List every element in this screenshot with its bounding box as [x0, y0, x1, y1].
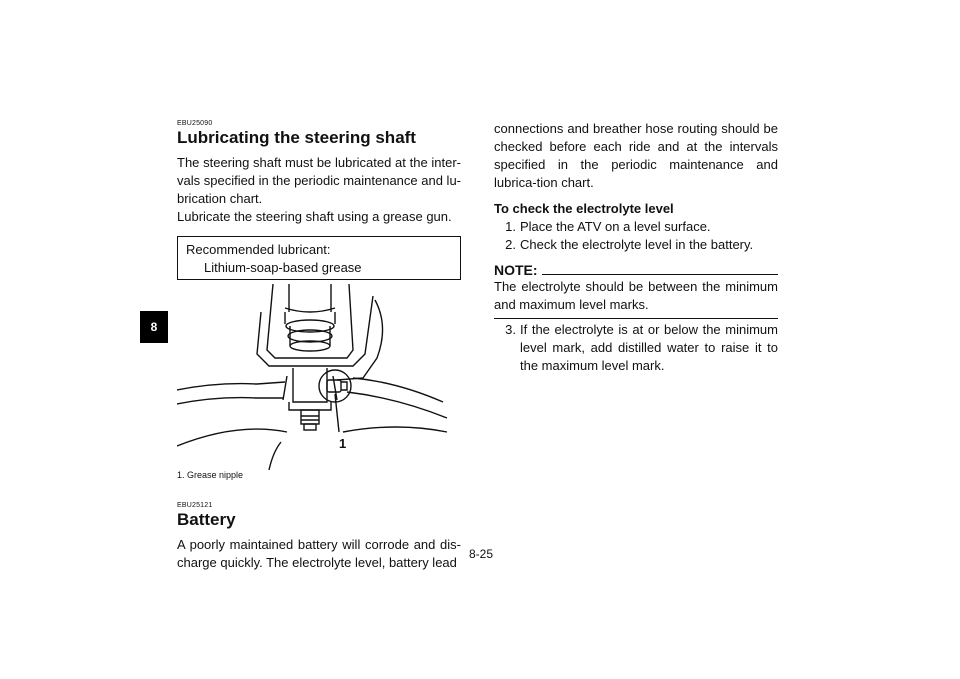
page-number: 8-25	[468, 547, 494, 561]
lubricant-box	[177, 236, 461, 280]
list-item	[494, 236, 778, 254]
section-code: EBU25090	[177, 120, 213, 127]
step-text: Check the electrolyte level in the battery.	[520, 237, 754, 252]
electrolyte-steps	[494, 218, 778, 254]
note-text: The electrolyte should be between the minimum and maximum level marks.	[494, 279, 778, 312]
left-column	[177, 120, 461, 572]
chapter-tab	[140, 311, 168, 343]
step-number: 3.	[505, 322, 516, 337]
list-item	[494, 321, 778, 375]
note-label: NOTE:	[494, 262, 538, 278]
lubricant-label: Recommended lubricant:	[186, 242, 331, 257]
steering-shaft-illustration	[177, 282, 461, 470]
steering-shaft-figure	[177, 282, 461, 470]
note-header	[494, 262, 778, 278]
electrolyte-subhead: To check the electrolyte level	[494, 201, 674, 216]
right-column	[494, 120, 778, 375]
step-text: Place the ATV on a level surface.	[520, 219, 711, 234]
section-code-battery: EBU25121	[177, 502, 213, 509]
list-item	[494, 218, 778, 236]
battery-body-continued: connections and breather hose routing should be checked before each ride and at the intervals specified in the periodic maintenance and lubrica-tion chart.	[494, 121, 778, 190]
section-body: The steering shaft must be lubricated at the inter-vals specified in the periodic maintenance and lu-brication chart.	[177, 155, 462, 206]
step-number: 1.	[505, 219, 516, 234]
step-number: 2.	[505, 237, 516, 252]
step-text: If the electrolyte is at or below the minimum level mark, add distilled water to raise it to the maximum level mark.	[520, 322, 778, 373]
lubricant-value: Lithium-soap-based grease	[204, 260, 362, 275]
figure-caption: 1. Grease nipple	[177, 470, 244, 480]
figure-callout: 1	[339, 436, 347, 451]
section-title: Lubricating the steering shaft	[177, 128, 416, 147]
section-title-battery: Battery	[177, 510, 236, 529]
electrolyte-steps-continued	[494, 321, 778, 375]
chapter-tab-label: 8	[150, 320, 158, 334]
note-body	[494, 278, 778, 319]
section-instruction: Lubricate the steering shaft using a grease gun.	[177, 209, 452, 224]
section-body-battery: A poorly maintained battery will corrode and dis-charge quickly. The electrolyte level, battery lead	[177, 537, 461, 570]
note-rule	[542, 274, 778, 275]
